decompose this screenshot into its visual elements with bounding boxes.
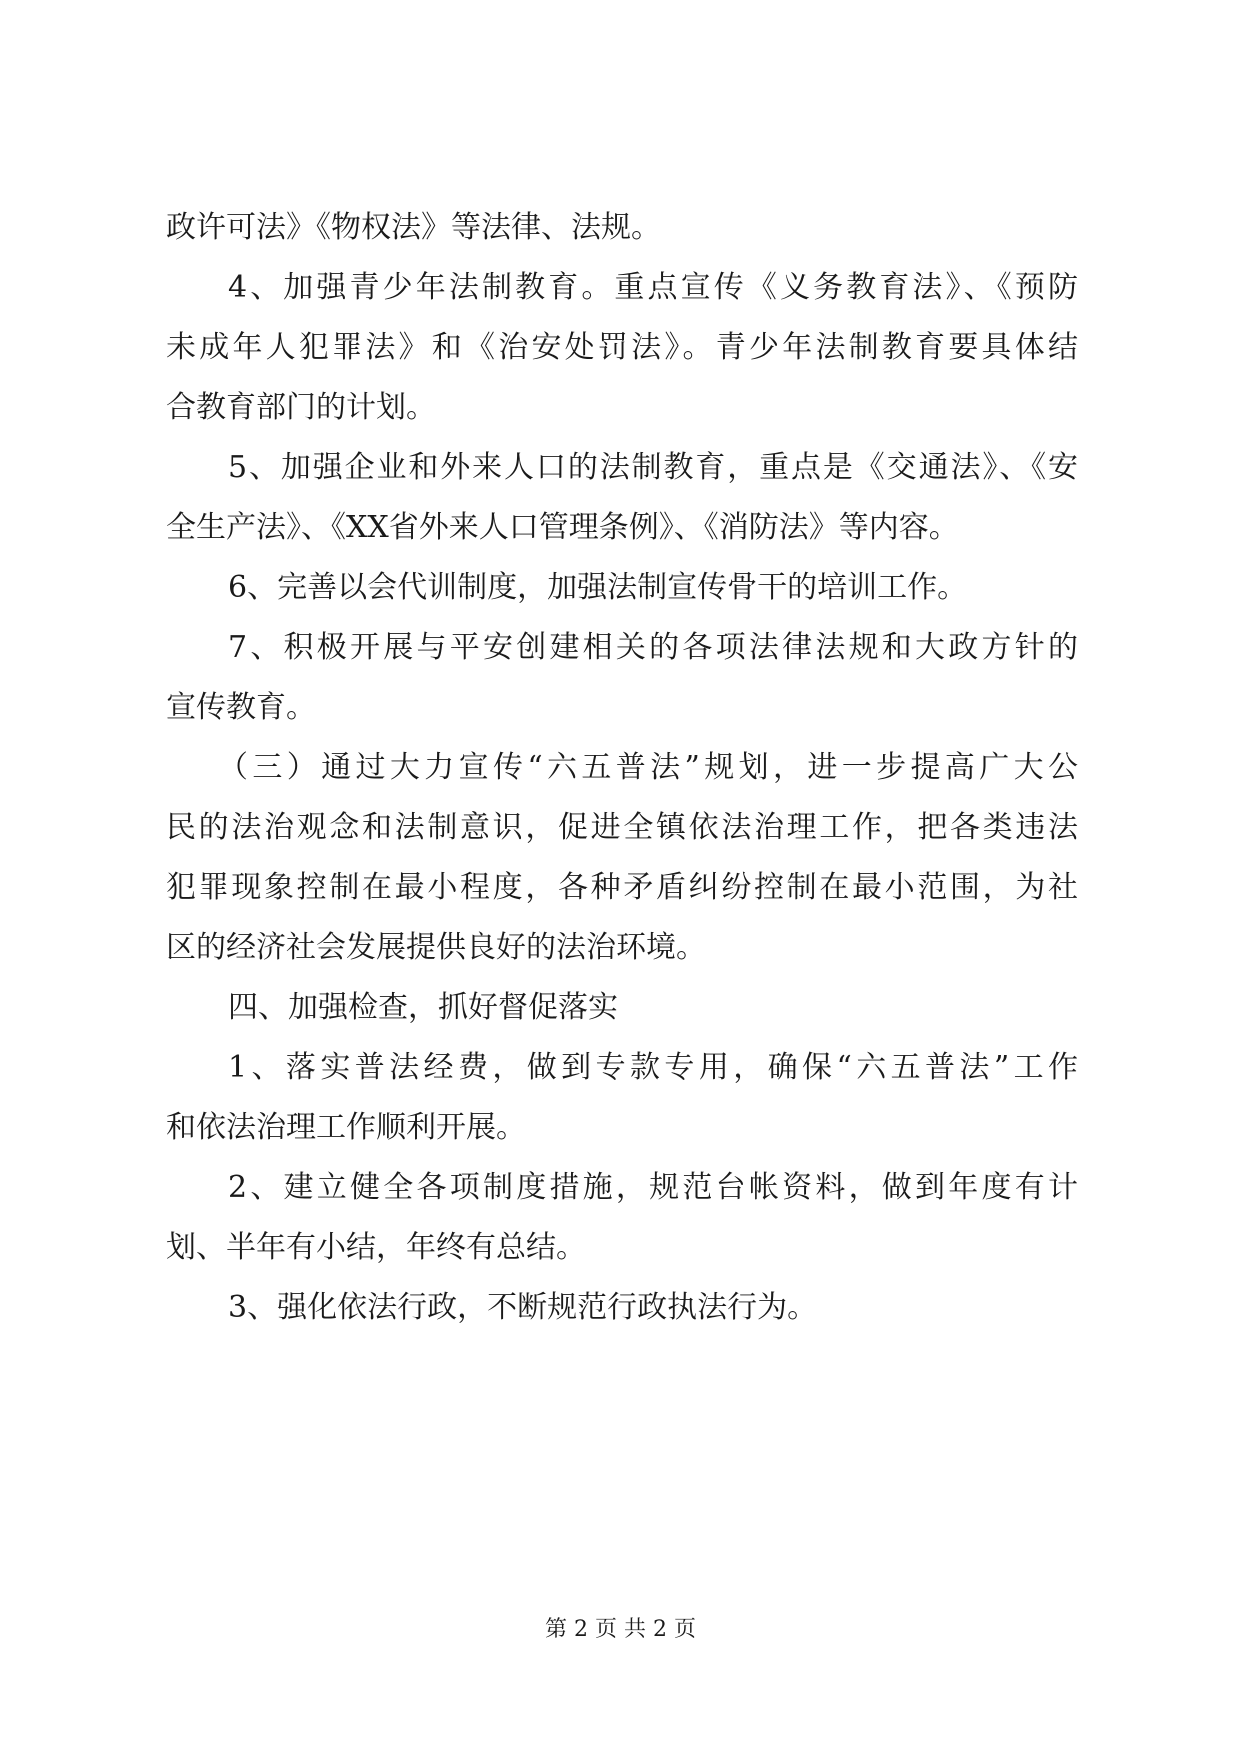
text-line: （三）通过大力宣传“六五普法”规划，进一步提高广大公 bbox=[218, 750, 1078, 785]
text-line: 6、完善以会代训制度，加强法制宣传骨干的培训工作。 bbox=[228, 570, 968, 605]
text-line: 未成年人犯罪法》和《治安处罚法》。青少年法制教育要具体结 bbox=[166, 330, 1078, 365]
text-line: 划、半年有小结，年终有总结。 bbox=[166, 1230, 586, 1265]
text-line: 宣传教育。 bbox=[166, 690, 316, 725]
text-line: 全生产法》、《XX省外来人口管理条例》、《消防法》等内容。 bbox=[166, 510, 959, 545]
text-line: 5、加强企业和外来人口的法制教育，重点是《交通法》、《安 bbox=[228, 450, 1078, 485]
text-line: 区的经济社会发展提供良好的法治环境。 bbox=[166, 930, 706, 965]
text-line: 政许可法》《物权法》等法律、法规。 bbox=[166, 210, 661, 245]
text-line: 犯罪现象控制在最小程度，各种矛盾纠纷控制在最小范围，为社 bbox=[166, 870, 1078, 905]
document-body bbox=[166, 198, 1078, 1338]
text-line: 和依法治理工作顺利开展。 bbox=[166, 1110, 526, 1145]
text-line: 民的法治观念和法制意识，促进全镇依法治理工作，把各类违法 bbox=[166, 810, 1078, 845]
section-heading: 四、加强检查，抓好督促落实 bbox=[228, 990, 618, 1025]
text-line: 4、加强青少年法制教育。重点宣传《义务教育法》、《预防 bbox=[228, 270, 1078, 305]
text-line: 7、积极开展与平安创建相关的各项法律法规和大政方针的 bbox=[228, 630, 1078, 665]
page-number-footer: 第 2 页 共 2 页 bbox=[545, 1617, 696, 1642]
text-line: 3、强化依法行政，不断规范行政执法行为。 bbox=[228, 1290, 818, 1325]
text-line: 合教育部门的计划。 bbox=[166, 390, 436, 425]
text-line: 1、落实普法经费，做到专款专用，确保“六五普法”工作 bbox=[228, 1050, 1078, 1085]
text-line: 2、建立健全各项制度措施，规范台帐资料，做到年度有计 bbox=[228, 1170, 1078, 1205]
